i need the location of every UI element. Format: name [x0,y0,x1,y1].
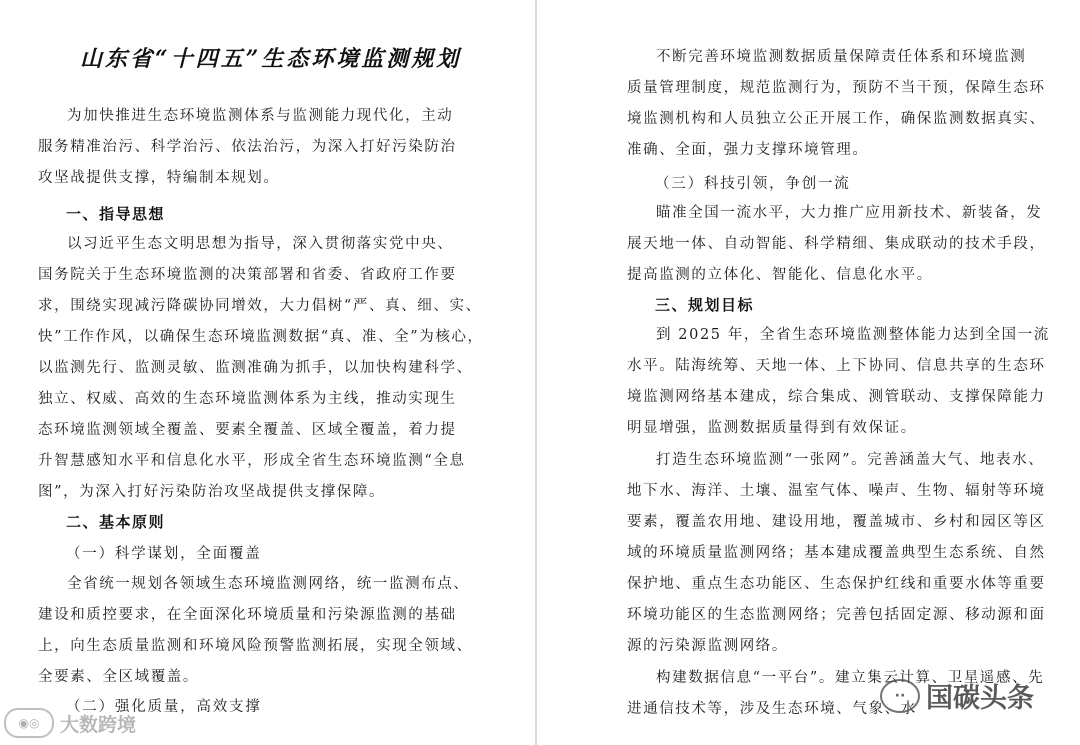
text-line: 质量管理制度，规范监测行为，预防不当干预，保障生态环 [627,80,1046,96]
text-line: 为加快推进生态环境监测体系与监测能力现代化，主动 [67,108,454,124]
text-line: 源的污染源监测网络。 [627,638,788,654]
text-line: 进通信技术等，涉及生态环境、气象、水 [627,701,917,717]
text-line: 快”工作作风，以确保生态环境监测数据“真、准、全”为核心， [38,329,484,345]
watermark-left [4,708,136,738]
text-line: 瞄准全国一流水平，大力推广应用新技术、新装备，发 [656,205,1043,221]
text-line: 保护地、重点生态功能区、生态保护红线和重要水体等重要 [627,576,1046,592]
text-line: 要素，覆盖农用地、建设用地，覆盖城市、乡村和园区等区 [627,514,1046,530]
text-line: 攻坚战提供支撑，特编制本规划。 [38,170,280,186]
text-line: 环境功能区的生态监测网络；完善包括固定源、移动源和面 [627,607,1046,623]
text-line: 国务院关于生态环境监测的决策部署和省委、省政府工作要 [38,267,457,283]
text-line: 独立、权威、高效的生态环境监测体系为主线，推动实现生 [38,391,457,407]
right-page [537,0,1080,745]
quality-paragraph [627,42,1067,166]
text-line: 态环境监测领域全覆盖、要素全覆盖、区域全覆盖，着力提 [38,422,457,438]
watermark-text: 国碳头条 [926,683,1034,714]
text-line: 不断完善环境监测数据质量保障责任体系和环境监测 [656,49,1027,65]
weibo-icon: ◉◎ [4,708,54,738]
text-line: 建设和质控要求，在全面深化环境质量和污染源监测的基础 [38,607,457,623]
text-line: 以习近平生态文明思想为指导，深入贯彻落实党中央、 [67,236,454,252]
section-heading: 一、指导思想 [66,205,166,223]
text-line: 到 2025 年，全省生态环境监测整体能力达到全国一流 [656,327,1050,343]
text-line: 水平。陆海统筹、天地一体、上下协同、信息共享的生态环 [627,358,1046,374]
technology-paragraph [627,198,1067,291]
text-line: 打造生态环境监测“一张网”。完善涵盖大气、地表水、 [656,452,1045,468]
subsection-heading: （三）科技引领，争创一流 [655,176,851,192]
text-line: 服务精准治污、科学治污、依法治污，为深入打好污染防治 [38,139,457,155]
text-line: 域的环境质量监测网络；基本建成覆盖典型生态系统、自然 [627,545,1046,561]
text-line: 求，围绕实现减污降碳协同增效，大力倡树“严、真、细、实、 [38,298,482,314]
text-line: 升智慧感知水平和信息化水平，形成全省生态环境监测“全息 [38,453,466,469]
document-title: 山东省“十四五”生态环境监测规划 [80,46,462,72]
text-line: 展天地一体、自动智能、科学精细、集成联动的技术手段， [627,236,1046,252]
text-line: 图”，为深入打好污染防治攻坚战提供支撑保障。 [38,484,386,500]
text-line: 以监测先行、监测灵敏、监测准确为抓手，以加快构建科学、 [38,360,473,376]
subsection-heading: （二）强化质量，高效支撑 [66,699,262,715]
text-line: 上，向生态质量监测和环境风险预警监测拓展，实现全领域、 [38,638,473,654]
text-line: 明显增强，监测数据质量得到有效保证。 [627,420,917,436]
text-line: 提高监测的立体化、智能化、信息化水平。 [627,267,933,283]
guiding-thought-paragraph [38,229,508,508]
section-heading: 二、基本原则 [66,513,166,531]
text-line: 准确、全面，强力支撑环境管理。 [627,142,869,158]
monitoring-network-paragraph [627,445,1067,662]
text-line: 境监测网络基本建成，综合集成、测管联动、支撑保障能力 [627,389,1046,405]
goals-paragraph [627,320,1067,444]
section-heading: 三、规划目标 [655,296,755,314]
text-line: 全省统一规划各领域生态环境监测网络，统一监测布点、 [67,576,470,592]
intro-paragraph [38,101,508,194]
text-line: 构建数据信息“一平台”。建立集云计算、卫星遥感、先 [656,670,1045,686]
left-page [0,0,535,745]
principle-paragraph [38,569,508,693]
text-line: 全要素、全区域覆盖。 [38,669,199,685]
wechat-icon: ∙∙ [880,679,920,713]
text-line: 地下水、海洋、土壤、温室气体、噪声、生物、辐射等环境 [627,483,1046,499]
watermark-right [880,676,1034,715]
text-line: 境监测机构和人员独立公正开展工作，确保监测数据真实、 [627,111,1046,127]
watermark-text: 大数跨境 [60,713,137,736]
subsection-heading: （一）科学谋划，全面覆盖 [66,546,262,562]
